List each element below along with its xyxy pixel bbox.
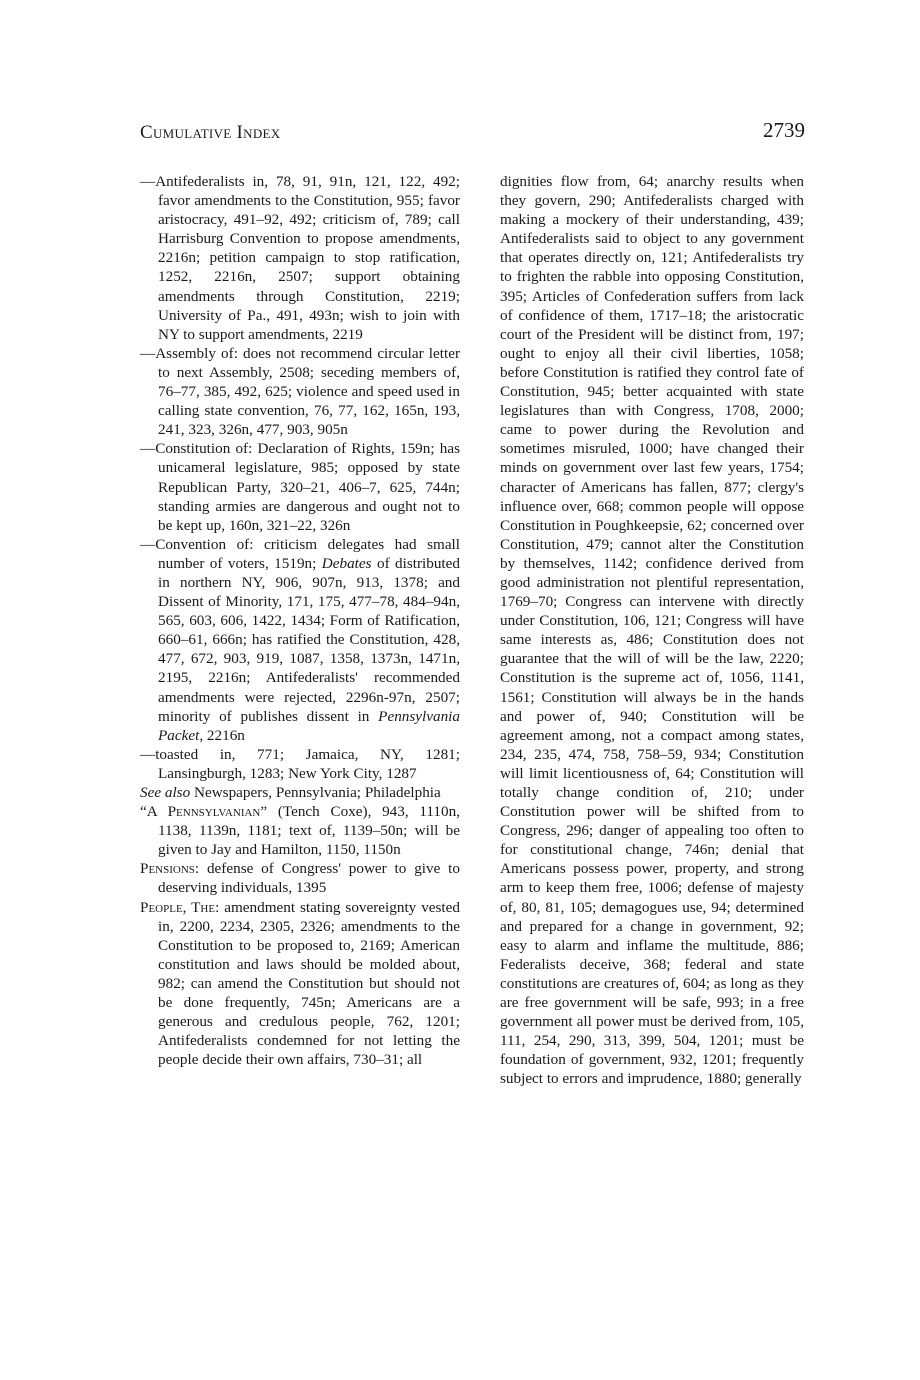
see-also-label: See also xyxy=(140,784,191,801)
index-entry: —Assembly of: does not recommend circular letter to next Assembly, 2508; seceding members of, 76–77, 385, 492, 625; violence and speed used in calling state convention, 76, 77, 162, 165n, 193, 241, 323, 326n, 477, 903, 905n xyxy=(140,344,460,439)
index-entry: —Antifederalists in, 78, 91, 91n, 121, 122, 492; favor amendments to the Constitution, 955; favor aristocracy, 491–92, 492; criticism of, 789; call Harrisburg Convention to propose amendments, 2216n; petition campaign to stop ratification, 1252, 2216n, 2507; support obtaining amendments through Constitution, 2219; University of Pa., 491, 493n; wish to join with NY to support amendments, 2219 xyxy=(140,173,460,343)
italic-title: Pennsylvania Packet, xyxy=(158,707,460,744)
index-entry xyxy=(140,802,460,859)
see-also-entry xyxy=(140,783,460,802)
entry-text: 2216n xyxy=(203,726,245,744)
entry-text: : defense of Congress' power to give to deserving individuals, 1395 xyxy=(158,860,460,897)
headword: People, The xyxy=(140,898,216,916)
entry-text: : amendment stating sovereignty vested in, 2200, 2234, 2305, 2326; amendments to the Constitution to be proposed to, 2169; American constitution and laws should be molded about, 982; can amend the Constitution but should not be done frequently, 745n; Americans are a generous and credulous people, 762, 1201; Antifederalists condemned for not letting the people decide their own affairs, 730–31; all xyxy=(158,898,460,1069)
page-number: 2739 xyxy=(763,118,805,142)
left-column xyxy=(140,172,460,1069)
entry-text: Newspapers, Pennsylvania; Philadelphia xyxy=(190,784,441,801)
entry-text: “A xyxy=(140,803,168,821)
entry-text: ” (Tench Coxe), 943, 1110n, 1138, 1139n, 1181; text of, 1139–50n; will be given to Jay and Hamilton, 1150, 1150n xyxy=(158,803,460,859)
right-column xyxy=(500,172,804,1089)
index-entry xyxy=(140,859,460,897)
index-entry xyxy=(140,898,460,1070)
index-entry: —Constitution of: Declaration of Rights, 159n; has unicameral legislature, 985; opposed by state Republican Party, 320–21, 406–7, 625, 744n; standing armies are dangerous and ought not to be kept up, 160n, 321–22, 326n xyxy=(140,440,460,534)
index-entry: —toasted in, 771; Jamaica, NY, 1281; Lansingburgh, 1283; New York City, 1287 xyxy=(140,745,460,782)
entry-text: —Convention of: criticism delegates had small number of voters, 1519n; xyxy=(140,535,460,572)
index-entry-continued: dignities flow from, 64; anarchy results when they govern, 290; Antifederalists charged with making a mockery of their understanding, 439; Antifederalists said to object to any government that operates directly on, 121; Antifederalists try to frighten the rabble into opposing Constitution, 395; Articles of Confederation suffers from lack of confidence of them, 1717–18; the aristocratic court of the President will be distinct from, 197; ought to enjoy all their civil liberties, 1058; before Constitution is ratified they control fate of Constitution, 945; better acquainted with state legislatures than with Congress, 1708, 2000; came to power during the Revolution and sometimes misruled, 1000; have changed their minds on government over last few years, 1754; character of Americans has fallen, 877; clergy's influence over, 668; common people will oppose Constitution in Poughkeepsie, 62; concerned over Constitution, 479; cannot alter the Constitution by themselves, 1142; confidence derived from good administration not plentiful representation, 1769–70; Congress can intervene with directly under Constitution, 106, 121; Congress will have same interests as, 486; Constitution does not guarantee that the will of will be the law, 2220; Constitution is the supreme act of, 1056, 1141, 1561; Constitution will always be in the hands and power of, 940; Constitution will be agreement among, not a compact among states, 234, 235, 474, 758, 758–59, 934; Constitution will limit licentiousness of, 64; Constitution will totally change condition of, 210; under Constitution power will be shifted from to Congress, 296; danger of appealing too often to for constitutional change, 746n; denial that Americans possess power, property, and strong arm to keep them free, 1006; defense of majesty of, 80, 81, 105; demagogues use, 94; determined and prepared for a change in government, 92; easy to alarm and inflame the multitude, 886; Federalists deceive, 368; federal and state constitutions are creatures of, 604; as long as they are free government will be safe, 993; in a free government all power must be derived from, 105, 111, 254, 290, 313, 399, 504, 1201; must be foundation of government, 932, 1201; frequently subject to errors and imprudence, 1880; generally xyxy=(500,173,804,1088)
entry-text: of distributed in northern NY, 906, 907n, 913, 1378; and Dissent of Minority, 171, 175, 477–78, 484–94n, 565, 603, 606, 1422, 1434; Form of Ratification, 660–61, 666n; has ratified the Constitution, 428, 477, 672, 903, 919, 1087, 1358, 1373n, 1471n, 2195, 2216n; Antifederalists' recommended amendments were rejected, 2296n-97n, 2507; minority of publishes dissent in xyxy=(158,554,460,725)
running-head: Cumulative Index xyxy=(140,122,281,143)
headword: Pensions xyxy=(140,860,195,878)
italic-title: Debates xyxy=(321,554,372,572)
headword: Pennsylvanian xyxy=(167,803,261,821)
index-entry xyxy=(140,535,460,745)
